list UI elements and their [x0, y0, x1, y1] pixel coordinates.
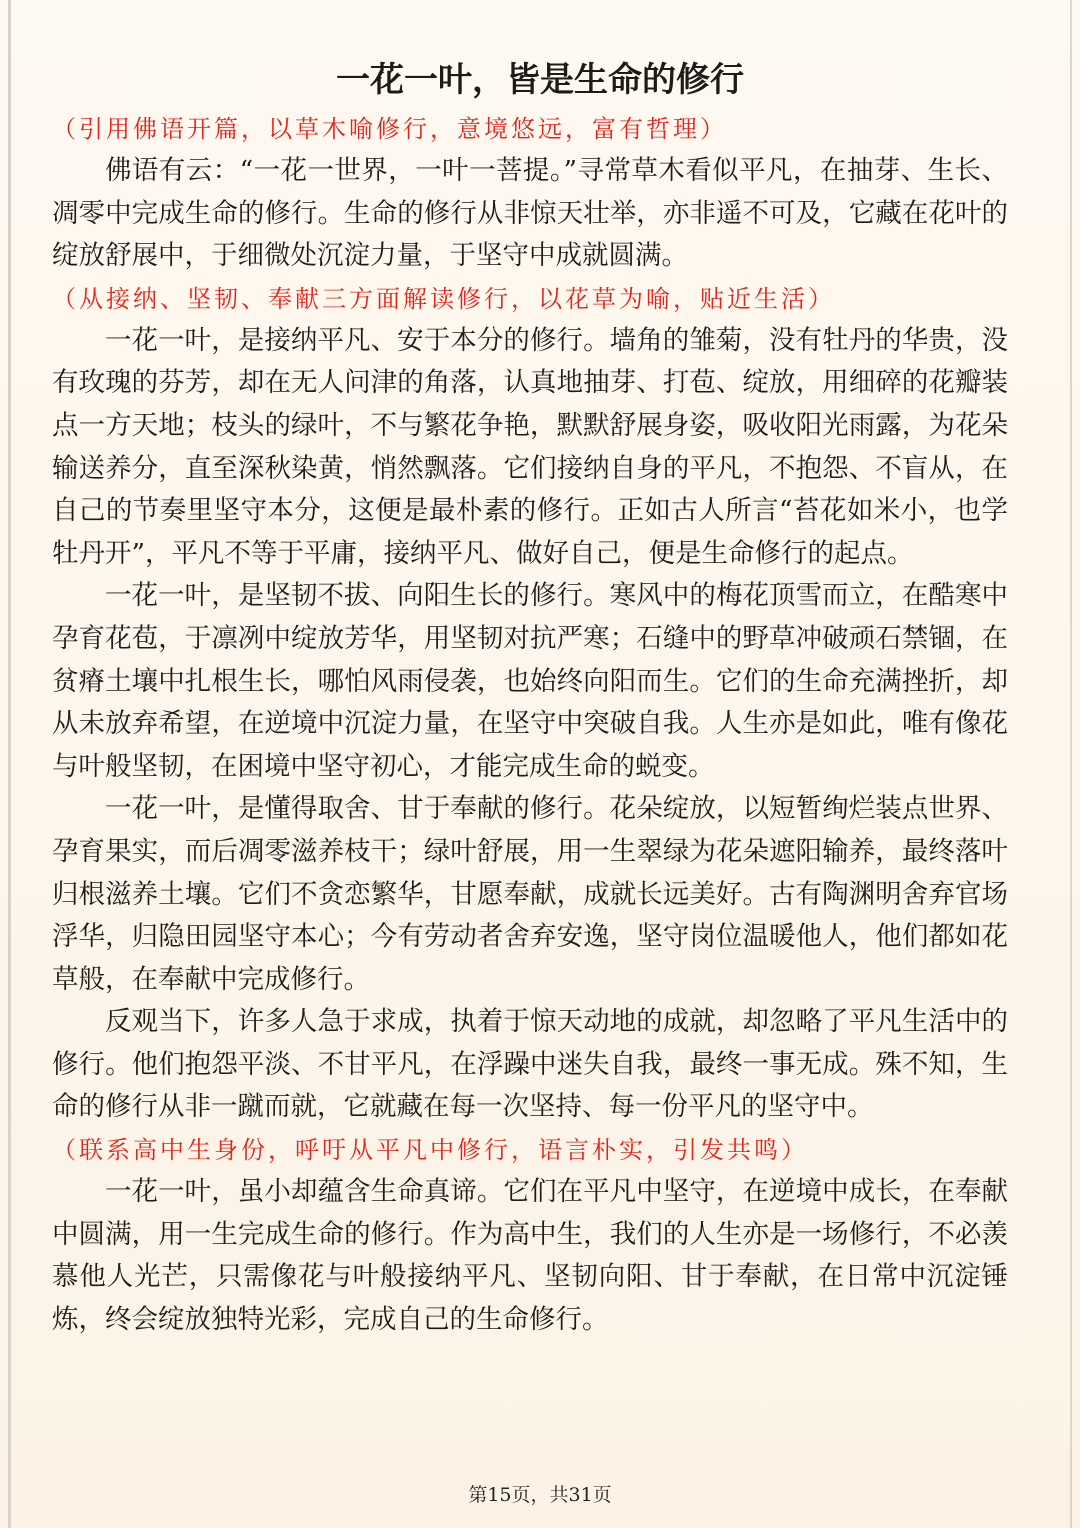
annotation-conclusion: （联系高中生身份，呼吁从平凡中修行，语言朴实，引发共鸣）: [52, 1136, 808, 1165]
paragraph-intro: 佛语有云：“一花一世界，一叶一菩提。”寻常草木看似平凡，在抽芽、生长、凋零中完成生命的修行。生命的修行从非惊天壮举，亦非遥不可及，它藏在花叶的绽放舒展中，于细微处沉淀力量，于坚守中成就圆满。: [52, 155, 1008, 272]
annotation-body: （从接纳、坚韧、奉献三方面解读修行，以花草为喻，贴近生活）: [52, 284, 835, 313]
paragraph-contrast: 反观当下，许多人急于求成，执着于惊天动地的成就，却忽略了平凡生活中的修行。他们抱怨平淡、不甘平凡，在浮躁中迷失自我，最终一事无成。殊不知，生命的修行从非一蹴而就，它就藏在每一次坚持、每一份平凡的坚守中。: [52, 1006, 1008, 1123]
essay-title: 一花一叶，皆是生命的修行: [336, 60, 744, 100]
paragraph-dedication: 一花一叶，是懂得取舍、甘于奉献的修行。花朵绽放，以短暂绚烂装点世界、孕育果实，而后凋零滋养枝干；绿叶舒展，用一生翠绿为花朵遮阳输养，最终落叶归根滋养土壤。它们不贪恋繁华，甘愿奉献，成就长远美好。古有陶渊明舍弃官场浮华，归隐田园坚守本心；今有劳动者舍弃安逸，坚守岗位温暖他人，他们都如花草般，在奉献中完成修行。: [52, 793, 1008, 995]
page-edge-right: [1070, 0, 1072, 1528]
page-edge-left: [8, 0, 11, 1528]
paragraph-conclusion: 一花一叶，虽小却蕴含生命真谛。它们在平凡中坚守，在逆境中成长，在奉献中圆满，用一生完成生命的修行。作为高中生，我们的人生亦是一场修行，不必羡慕他人光芒，只需像花与叶般接纳平凡、坚韧向阳、甘于奉献，在日常中沉淀锤炼，终会绽放独特光彩，完成自己的生命修行。: [52, 1176, 1008, 1335]
paragraph-acceptance: 一花一叶，是接纳平凡、安于本分的修行。墙角的雏菊，没有牡丹的华贵，没有玫瑰的芬芳，却在无人问津的角落，认真地抽芽、打苞、绽放，用细碎的花瓣装点一方天地；枝头的绿叶，不与繁花争艳，默默舒展身姿，吸收阳光雨露，为花朵输送养分，直至深秋染黄，悄然飘落。它们接纳自身的平凡，不抱怨、不盲从，在自己的节奏里坚守本分，这便是最朴素的修行。正如古人所言“苔花如米小，也学牡丹开”，平凡不等于平庸，接纳平凡、做好自己，便是生命修行的起点。: [52, 324, 1008, 569]
annotation-opening: （引用佛语开篇，以草木喻修行，意境悠远，富有哲理）: [52, 115, 727, 143]
page-number: 第15页，共31页: [468, 1484, 612, 1506]
paragraph-resilience: 一花一叶，是坚韧不拔、向阳生长的修行。寒风中的梅花顶雪而立，在酷寒中孕育花苞，于凛冽中绽放芳华，用坚韧对抗严寒；石缝中的野草冲破顽石禁锢，在贫瘠土壤中扎根生长，哪怕风雨侵袭，也始终向阳而生。它们的生命充满挫折，却从未放弃希望，在逆境中沉淀力量，在坚守中突破自我。人生亦是如此，唯有像花与叶般坚韧，在困境中坚守初心，才能完成生命的蜕变。: [52, 580, 1008, 782]
